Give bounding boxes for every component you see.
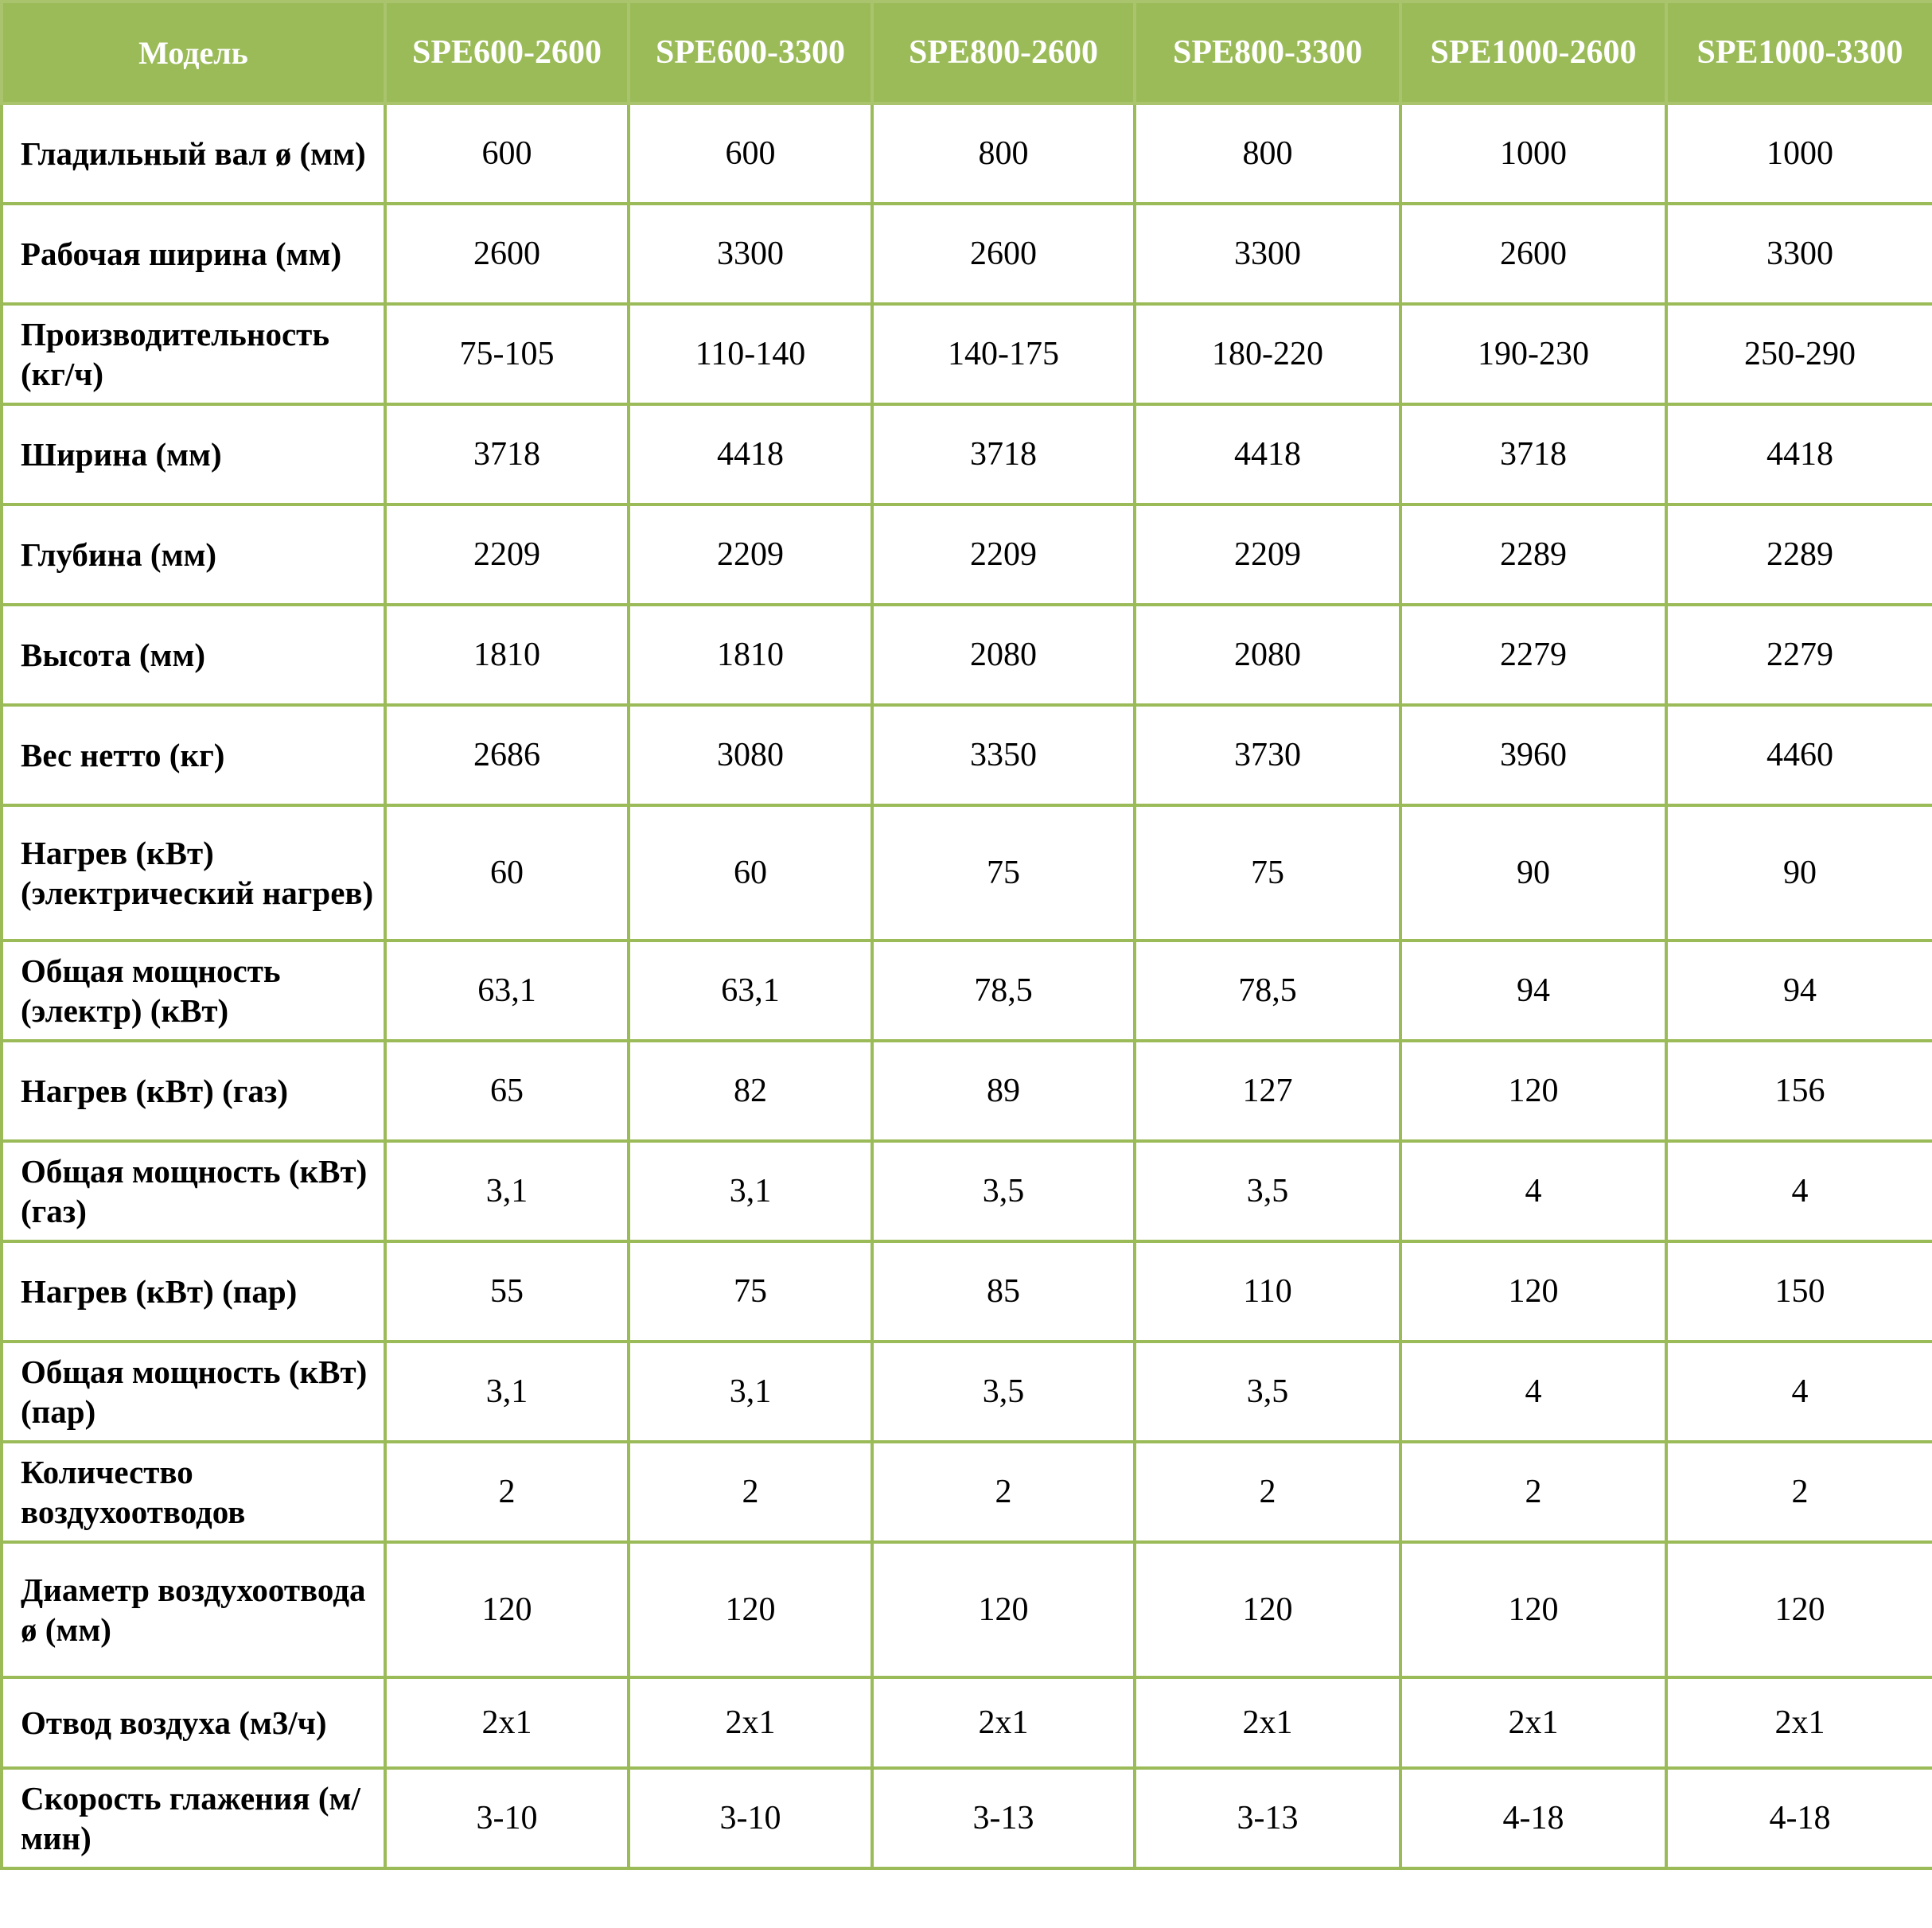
table-cell: 110-140 [629,304,872,404]
row-label: Высота (мм) [2,605,385,705]
table-cell: 3718 [385,404,629,504]
table-cell: 3350 [872,705,1135,805]
model-column-header: SPE1000-3300 [1666,2,1932,103]
table-cell: 3730 [1135,705,1400,805]
table-cell: 2x1 [1135,1677,1400,1768]
table-cell: 4418 [1666,404,1932,504]
table-cell: 2 [1666,1442,1932,1542]
table-cell: 156 [1666,1041,1932,1141]
table-cell: 120 [872,1542,1135,1677]
table-cell: 2279 [1666,605,1932,705]
model-column-header: SPE1000-2600 [1400,2,1666,103]
table-cell: 150 [1666,1241,1932,1342]
table-row [2,1342,1932,1442]
table-cell: 250-290 [1666,304,1932,404]
table-cell: 94 [1666,941,1932,1041]
table-cell: 78,5 [872,941,1135,1041]
table-row [2,304,1932,404]
table-cell: 2600 [872,204,1135,304]
table-cell: 3,5 [1135,1141,1400,1241]
table-cell: 3300 [1666,204,1932,304]
table-cell: 3,1 [385,1141,629,1241]
row-label: Отвод воздуха (м3/ч) [2,1677,385,1768]
table-cell: 800 [1135,103,1400,204]
table-cell: 4460 [1666,705,1932,805]
table-cell: 120 [1135,1542,1400,1677]
table-cell: 3-13 [872,1768,1135,1868]
table-cell: 600 [629,103,872,204]
table-cell: 3-10 [385,1768,629,1868]
table-row [2,1768,1932,1868]
table-cell: 3300 [1135,204,1400,304]
table-cell: 2x1 [385,1677,629,1768]
table-cell: 2 [1400,1442,1666,1542]
table-cell: 2 [872,1442,1135,1542]
table-cell: 2x1 [1400,1677,1666,1768]
table-row [2,941,1932,1041]
table-cell: 2209 [1135,504,1400,605]
table-row [2,103,1932,204]
row-label: Нагрев (кВт) (пар) [2,1241,385,1342]
table-row [2,1241,1932,1342]
table-cell: 180-220 [1135,304,1400,404]
table-cell: 2 [385,1442,629,1542]
table-row [2,1041,1932,1141]
table-cell: 63,1 [385,941,629,1041]
table-cell: 190-230 [1400,304,1666,404]
table-cell: 90 [1666,805,1932,941]
table-cell: 2279 [1400,605,1666,705]
row-label: Гладильный вал ø (мм) [2,103,385,204]
model-column-header: SPE600-2600 [385,2,629,103]
table-row [2,204,1932,304]
table-cell: 75 [1135,805,1400,941]
row-label: Производительность (кг/ч) [2,304,385,404]
table-cell: 2600 [1400,204,1666,304]
row-label: Диаметр воздухоотвода ø (мм) [2,1542,385,1677]
table-cell: 2600 [385,204,629,304]
row-label: Глубина (мм) [2,504,385,605]
table-cell: 120 [1400,1041,1666,1141]
table-cell: 110 [1135,1241,1400,1342]
table-cell: 85 [872,1241,1135,1342]
table-cell: 3300 [629,204,872,304]
table-body [2,103,1932,1868]
table-cell: 120 [385,1542,629,1677]
table-cell: 2289 [1666,504,1932,605]
table-cell: 4 [1400,1342,1666,1442]
table-cell: 800 [872,103,1135,204]
table-cell: 600 [385,103,629,204]
table-row [2,404,1932,504]
table-cell: 2 [1135,1442,1400,1542]
table-cell: 3,1 [629,1342,872,1442]
table-cell: 2209 [629,504,872,605]
table-cell: 2x1 [629,1677,872,1768]
table-cell: 3080 [629,705,872,805]
table-cell: 1810 [385,605,629,705]
table-cell: 3-13 [1135,1768,1400,1868]
table-cell: 127 [1135,1041,1400,1141]
table-cell: 4 [1666,1141,1932,1241]
row-label: Количество воздухоотводов [2,1442,385,1542]
table-cell: 75 [629,1241,872,1342]
table-cell: 2080 [872,605,1135,705]
table-row [2,1677,1932,1768]
table-row [2,504,1932,605]
row-label: Вес нетто (кг) [2,705,385,805]
table-row [2,605,1932,705]
table-row [2,705,1932,805]
model-header: Модель [2,2,385,103]
table-cell: 120 [629,1542,872,1677]
table-cell: 3,5 [872,1342,1135,1442]
table-cell: 90 [1400,805,1666,941]
table-cell: 60 [629,805,872,941]
table-cell: 1000 [1666,103,1932,204]
table-row [2,805,1932,941]
table-cell: 4-18 [1400,1768,1666,1868]
row-label: Ширина (мм) [2,404,385,504]
table-cell: 1000 [1400,103,1666,204]
row-label: Общая мощность (электр) (кВт) [2,941,385,1041]
table-cell: 120 [1400,1241,1666,1342]
table-cell: 65 [385,1041,629,1141]
row-label: Нагрев (кВт) (газ) [2,1041,385,1141]
table-cell: 2686 [385,705,629,805]
table-cell: 3,5 [872,1141,1135,1241]
row-label: Нагрев (кВт) (электрический нагрев) [2,805,385,941]
table-cell: 2080 [1135,605,1400,705]
table-cell: 3960 [1400,705,1666,805]
table-cell: 120 [1400,1542,1666,1677]
row-label: Общая мощность (кВт) (газ) [2,1141,385,1241]
table-row [2,1141,1932,1241]
table-cell: 3-10 [629,1768,872,1868]
table-cell: 4-18 [1666,1768,1932,1868]
table-cell: 55 [385,1241,629,1342]
table-cell: 2 [629,1442,872,1542]
table-cell: 2x1 [872,1677,1135,1768]
row-label: Общая мощность (кВт) (пар) [2,1342,385,1442]
header-row [2,2,1932,103]
table-cell: 2x1 [1666,1677,1932,1768]
table-cell: 78,5 [1135,941,1400,1041]
table-cell: 82 [629,1041,872,1141]
model-column-header: SPE600-3300 [629,2,872,103]
model-column-header: SPE800-3300 [1135,2,1400,103]
table-cell: 120 [1666,1542,1932,1677]
table-cell: 2289 [1400,504,1666,605]
table-cell: 4418 [1135,404,1400,504]
table-cell: 3718 [872,404,1135,504]
table-cell: 75-105 [385,304,629,404]
table-cell: 4418 [629,404,872,504]
table-cell: 3,1 [629,1141,872,1241]
table-cell: 3,5 [1135,1342,1400,1442]
table-cell: 60 [385,805,629,941]
table-cell: 2209 [872,504,1135,605]
table-cell: 63,1 [629,941,872,1041]
table-cell: 89 [872,1041,1135,1141]
table-cell: 4 [1400,1141,1666,1241]
table-cell: 1810 [629,605,872,705]
table-cell: 3718 [1400,404,1666,504]
table-cell: 2209 [385,504,629,605]
table-cell: 3,1 [385,1342,629,1442]
row-label: Скорость глажения (м/мин) [2,1768,385,1868]
table-cell: 140-175 [872,304,1135,404]
table-row [2,1442,1932,1542]
row-label: Рабочая ширина (мм) [2,204,385,304]
model-column-header: SPE800-2600 [872,2,1135,103]
table-row [2,1542,1932,1677]
table-cell: 94 [1400,941,1666,1041]
table-cell: 4 [1666,1342,1932,1442]
table-cell: 75 [872,805,1135,941]
